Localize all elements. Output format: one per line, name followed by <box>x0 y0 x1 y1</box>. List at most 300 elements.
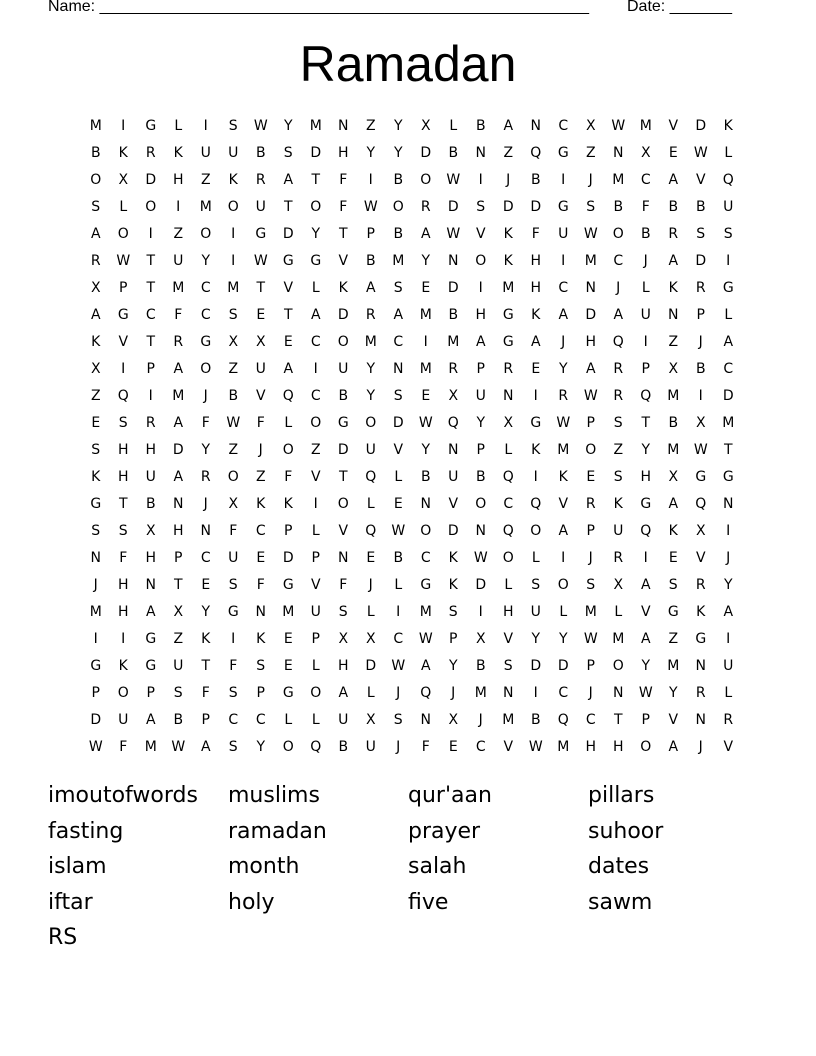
grid-letter: D <box>282 225 294 242</box>
grid-letter: G <box>117 306 129 323</box>
grid-letter: A <box>90 225 101 242</box>
grid-letter: H <box>117 576 129 593</box>
grid-letter: T <box>613 711 623 728</box>
grid-letter: U <box>338 360 349 377</box>
grid-letter: W <box>583 225 598 242</box>
grid-letter: E <box>256 549 266 566</box>
grid-letter: Z <box>173 630 184 647</box>
grid-letter: D <box>695 117 707 134</box>
grid-letter: T <box>283 198 293 215</box>
grid-letter: H <box>530 252 542 269</box>
grid-letter: I <box>423 333 428 350</box>
grid-letter: V <box>475 225 486 242</box>
grid-letter: O <box>502 549 514 566</box>
grid-letter: G <box>227 603 239 620</box>
grid-letter: I <box>726 252 731 269</box>
grid-letter: L <box>724 144 733 161</box>
grid-letter: B <box>228 387 239 404</box>
grid-letter: A <box>668 495 679 512</box>
grid-letter: F <box>531 225 540 242</box>
grid-letter: I <box>313 495 318 512</box>
grid-letter: E <box>91 414 101 431</box>
grid-letter: P <box>311 549 320 566</box>
grid-letter: U <box>145 468 156 485</box>
grid-letter: R <box>585 495 596 512</box>
grid-letter: A <box>365 279 376 296</box>
grid-letter: X <box>145 522 156 539</box>
grid-row <box>82 625 742 652</box>
grid-letter: D <box>695 252 707 269</box>
grid-letter: K <box>448 576 458 593</box>
grid-letter: K <box>503 252 513 269</box>
grid-letter: W <box>611 117 626 134</box>
grid-letter: L <box>284 711 293 728</box>
word-list-item: month <box>228 854 300 880</box>
grid-letter: F <box>201 414 210 431</box>
grid-letter: B <box>338 387 349 404</box>
grid-letter: M <box>419 360 432 377</box>
grid-letter: S <box>91 198 101 215</box>
grid-letter: K <box>448 549 458 566</box>
grid-letter: M <box>172 387 185 404</box>
grid-letter: B <box>255 144 266 161</box>
grid-letter: S <box>91 441 101 458</box>
grid-letter: U <box>118 711 129 728</box>
grid-letter: D <box>722 387 734 404</box>
grid-letter: R <box>173 333 184 350</box>
word-list-item: muslims <box>228 783 320 809</box>
grid-letter: W <box>638 684 653 701</box>
grid-letter: P <box>586 522 595 539</box>
grid-letter: N <box>338 549 349 566</box>
grid-letter: H <box>172 522 184 539</box>
grid-letter: F <box>339 576 348 593</box>
grid-letter: J <box>203 495 208 512</box>
grid-letter: L <box>366 495 375 512</box>
grid-letter: S <box>393 279 403 296</box>
grid-row <box>82 274 742 301</box>
grid-letter: C <box>558 684 569 701</box>
grid-letter: Z <box>200 171 211 188</box>
grid-row <box>82 733 742 760</box>
grid-letter: R <box>145 144 156 161</box>
grid-letter: X <box>613 576 624 593</box>
grid-letter: C <box>640 171 651 188</box>
grid-letter: Q <box>447 414 459 431</box>
word-list-row <box>48 778 768 814</box>
grid-letter: X <box>338 630 349 647</box>
grid-letter: D <box>392 414 404 431</box>
grid-letter: X <box>365 630 376 647</box>
grid-letter: T <box>311 171 321 188</box>
grid-letter: Q <box>530 144 542 161</box>
grid-letter: I <box>368 171 373 188</box>
grid-letter: W <box>473 549 488 566</box>
grid-letter: L <box>311 711 320 728</box>
grid-letter: K <box>228 171 238 188</box>
grid-letter: Z <box>613 441 624 458</box>
grid-letter: T <box>283 306 293 323</box>
grid-letter: K <box>173 144 183 161</box>
grid-letter: L <box>724 684 733 701</box>
grid-letter: O <box>612 657 624 674</box>
grid-letter: J <box>588 684 593 701</box>
grid-letter: M <box>144 738 157 755</box>
grid-letter: I <box>121 630 126 647</box>
grid-letter: P <box>476 441 485 458</box>
grid-letter: D <box>90 711 102 728</box>
grid-letter: A <box>503 117 514 134</box>
grid-letter: S <box>118 414 128 431</box>
grid-letter: N <box>585 279 596 296</box>
grid-letter: H <box>337 657 349 674</box>
grid-letter: V <box>503 630 514 647</box>
grid-letter: A <box>558 522 569 539</box>
grid-letter: J <box>616 279 621 296</box>
grid-letter: G <box>667 603 679 620</box>
grid-letter: R <box>695 684 706 701</box>
grid-letter: A <box>145 603 156 620</box>
grid-letter: B <box>365 252 376 269</box>
word-list-item: holy <box>228 889 275 915</box>
grid-letter: I <box>148 225 153 242</box>
grid-letter: I <box>231 225 236 242</box>
grid-letter: T <box>118 495 128 512</box>
grid-letter: O <box>640 738 652 755</box>
word-list-item: imoutofwords <box>48 783 198 809</box>
grid-letter: K <box>613 495 623 512</box>
grid-letter: O <box>200 225 212 242</box>
grid-letter: G <box>502 306 514 323</box>
grid-letter: C <box>200 279 211 296</box>
grid-letter: A <box>145 711 156 728</box>
grid-letter: I <box>148 387 153 404</box>
grid-letter: L <box>311 522 320 539</box>
grid-letter: M <box>364 333 377 350</box>
grid-letter: G <box>557 198 569 215</box>
grid-letter: S <box>91 522 101 539</box>
grid-letter: X <box>420 117 431 134</box>
grid-letter: S <box>228 117 238 134</box>
grid-row <box>82 679 742 706</box>
grid-letter: V <box>338 522 349 539</box>
grid-letter: D <box>145 171 157 188</box>
grid-letter: A <box>475 333 486 350</box>
grid-letter: M <box>667 387 680 404</box>
grid-letter: F <box>119 738 128 755</box>
grid-letter: Y <box>311 225 321 242</box>
grid-letter: A <box>283 360 294 377</box>
grid-letter: I <box>203 117 208 134</box>
grid-letter: V <box>255 387 266 404</box>
grid-letter: V <box>668 711 679 728</box>
word-list-item: RS <box>48 925 78 951</box>
grid-letter: I <box>313 360 318 377</box>
word-list-item: islam <box>48 854 107 880</box>
grid-letter: P <box>201 711 210 728</box>
grid-letter: R <box>145 414 156 431</box>
grid-letter: D <box>365 657 377 674</box>
grid-letter: Q <box>530 495 542 512</box>
grid-letter: X <box>90 360 101 377</box>
grid-letter: E <box>201 576 211 593</box>
grid-letter: D <box>282 549 294 566</box>
grid-letter: R <box>255 171 266 188</box>
grid-letter: C <box>310 333 321 350</box>
grid-letter: H <box>117 603 129 620</box>
grid-letter: K <box>91 468 101 485</box>
grid-letter: Y <box>558 360 568 377</box>
grid-letter: U <box>173 252 184 269</box>
grid-letter: G <box>90 657 102 674</box>
grid-letter: X <box>475 630 486 647</box>
grid-letter: R <box>90 252 101 269</box>
grid-letter: M <box>612 630 625 647</box>
grid-letter: X <box>255 333 266 350</box>
grid-letter: I <box>176 198 181 215</box>
grid-letter: K <box>531 306 541 323</box>
grid-letter: Y <box>366 387 376 404</box>
grid-row <box>82 463 742 490</box>
grid-letter: W <box>391 522 406 539</box>
grid-letter: B <box>420 468 431 485</box>
grid-letter: C <box>723 360 734 377</box>
grid-letter: G <box>145 630 157 647</box>
grid-letter: B <box>448 306 459 323</box>
grid-letter: B <box>695 198 706 215</box>
grid-letter: M <box>557 738 570 755</box>
word-list-item: salah <box>408 854 467 880</box>
grid-letter: K <box>338 279 348 296</box>
grid-letter: Y <box>558 630 568 647</box>
grid-letter: W <box>583 630 598 647</box>
grid-letter: M <box>667 441 680 458</box>
grid-letter: I <box>533 387 538 404</box>
grid-letter: C <box>145 306 156 323</box>
grid-letter: S <box>696 225 706 242</box>
grid-letter: S <box>613 468 623 485</box>
grid-letter: T <box>146 252 156 269</box>
grid-letter: Y <box>201 603 211 620</box>
grid-letter: F <box>119 549 128 566</box>
grid-letter: A <box>200 738 211 755</box>
grid-letter: B <box>90 144 101 161</box>
grid-letter: X <box>668 360 679 377</box>
grid-letter: M <box>584 603 597 620</box>
grid-letter: R <box>558 387 569 404</box>
word-list-item: qur'aan <box>408 783 492 809</box>
grid-letter: G <box>722 279 734 296</box>
grid-letter: U <box>338 711 349 728</box>
grid-letter: P <box>311 630 320 647</box>
grid-letter: M <box>667 657 680 674</box>
grid-letter: G <box>502 333 514 350</box>
grid-letter: R <box>420 198 431 215</box>
grid-letter: H <box>530 279 542 296</box>
grid-letter: S <box>668 576 678 593</box>
grid-letter: C <box>228 711 239 728</box>
grid-letter: L <box>614 603 623 620</box>
grid-letter: L <box>366 684 375 701</box>
grid-letter: G <box>255 225 267 242</box>
grid-letter: S <box>393 711 403 728</box>
grid-letter: Q <box>282 387 294 404</box>
grid-letter: D <box>172 441 184 458</box>
grid-letter: B <box>530 171 541 188</box>
grid-letter: N <box>723 495 734 512</box>
grid-letter: J <box>93 576 98 593</box>
grid-letter: N <box>200 522 211 539</box>
grid-letter: U <box>228 549 239 566</box>
grid-letter: A <box>668 171 679 188</box>
grid-letter: I <box>396 603 401 620</box>
grid-letter: O <box>117 684 129 701</box>
grid-letter: A <box>668 252 679 269</box>
grid-letter: A <box>283 171 294 188</box>
grid-row <box>82 112 742 139</box>
grid-letter: A <box>558 306 569 323</box>
grid-letter: I <box>643 333 648 350</box>
grid-letter: D <box>420 144 432 161</box>
grid-letter: N <box>668 306 679 323</box>
grid-letter: Q <box>420 684 432 701</box>
grid-letter: U <box>200 144 211 161</box>
word-list-row <box>48 885 768 921</box>
grid-letter: S <box>476 198 486 215</box>
grid-letter: X <box>668 468 679 485</box>
grid-letter: L <box>366 603 375 620</box>
word-list-item: dates <box>588 854 650 880</box>
grid-letter: P <box>641 360 650 377</box>
grid-letter: N <box>503 684 514 701</box>
grid-letter: N <box>695 711 706 728</box>
grid-letter: B <box>475 468 486 485</box>
grid-letter: Q <box>640 522 652 539</box>
grid-letter: V <box>558 495 569 512</box>
grid-row <box>82 301 742 328</box>
grid-letter: U <box>640 306 651 323</box>
grid-letter: A <box>585 360 596 377</box>
grid-letter: A <box>613 306 624 323</box>
grid-letter: U <box>530 603 541 620</box>
grid-letter: M <box>199 198 212 215</box>
grid-letter: M <box>502 279 515 296</box>
grid-letter: P <box>641 711 650 728</box>
grid-row <box>82 652 742 679</box>
grid-letter: Y <box>476 414 486 431</box>
grid-letter: B <box>640 225 651 242</box>
grid-letter: O <box>475 495 487 512</box>
grid-row <box>82 544 742 571</box>
grid-letter: F <box>641 198 650 215</box>
grid-letter: B <box>475 657 486 674</box>
grid-letter: K <box>696 603 706 620</box>
grid-letter: J <box>726 549 731 566</box>
grid-letter: Z <box>503 144 514 161</box>
grid-letter: A <box>640 576 651 593</box>
grid-letter: M <box>722 414 735 431</box>
grid-row <box>82 328 742 355</box>
grid-letter: F <box>421 738 430 755</box>
grid-letter: S <box>723 225 733 242</box>
grid-row <box>82 436 742 463</box>
grid-letter: Q <box>640 387 652 404</box>
grid-letter: Y <box>256 738 266 755</box>
grid-letter: A <box>668 738 679 755</box>
grid-letter: K <box>283 495 293 512</box>
grid-letter: W <box>226 414 241 431</box>
grid-letter: F <box>229 657 238 674</box>
grid-letter: I <box>231 252 236 269</box>
grid-letter: N <box>420 495 431 512</box>
grid-letter: K <box>256 495 266 512</box>
grid-letter: D <box>530 198 542 215</box>
grid-letter: P <box>256 684 265 701</box>
grid-letter: I <box>698 387 703 404</box>
grid-letter: Z <box>310 441 321 458</box>
grid-letter: O <box>420 171 432 188</box>
word-list-item: iftar <box>48 889 93 915</box>
grid-letter: N <box>613 684 624 701</box>
grid-letter: V <box>640 603 651 620</box>
word-list-item: suhoor <box>588 818 664 844</box>
grid-letter: B <box>393 549 404 566</box>
grid-letter: O <box>337 333 349 350</box>
grid-letter: L <box>641 279 650 296</box>
grid-letter: I <box>533 684 538 701</box>
grid-letter: G <box>695 468 707 485</box>
grid-letter: L <box>504 576 513 593</box>
grid-letter: F <box>284 468 293 485</box>
grid-letter: B <box>530 711 541 728</box>
grid-letter: B <box>393 171 404 188</box>
grid-letter: E <box>421 387 431 404</box>
grid-letter: Y <box>366 144 376 161</box>
grid-letter: N <box>90 549 101 566</box>
word-list-item: prayer <box>408 818 481 844</box>
grid-letter: J <box>698 738 703 755</box>
grid-letter: Q <box>557 711 569 728</box>
letter-grid <box>82 112 742 760</box>
grid-letter: O <box>557 576 569 593</box>
grid-letter: Q <box>365 522 377 539</box>
grid-letter: Y <box>201 441 211 458</box>
grid-letter: J <box>698 333 703 350</box>
grid-letter: J <box>396 684 401 701</box>
grid-letter: L <box>394 576 403 593</box>
grid-letter: G <box>145 117 157 134</box>
grid-row <box>82 220 742 247</box>
grid-letter: M <box>584 252 597 269</box>
grid-letter: N <box>475 522 486 539</box>
grid-letter: V <box>448 495 459 512</box>
word-list-row <box>48 920 768 956</box>
grid-letter: J <box>506 171 511 188</box>
grid-letter: H <box>117 468 129 485</box>
grid-letter: M <box>89 117 102 134</box>
grid-letter: D <box>585 306 597 323</box>
grid-letter: O <box>117 225 129 242</box>
grid-letter: W <box>253 252 268 269</box>
grid-letter: O <box>337 495 349 512</box>
grid-letter: G <box>282 252 294 269</box>
grid-letter: L <box>311 657 320 674</box>
grid-letter: L <box>311 279 320 296</box>
grid-letter: G <box>90 495 102 512</box>
grid-letter: W <box>88 738 103 755</box>
grid-letter: U <box>255 198 266 215</box>
grid-letter: R <box>695 576 706 593</box>
